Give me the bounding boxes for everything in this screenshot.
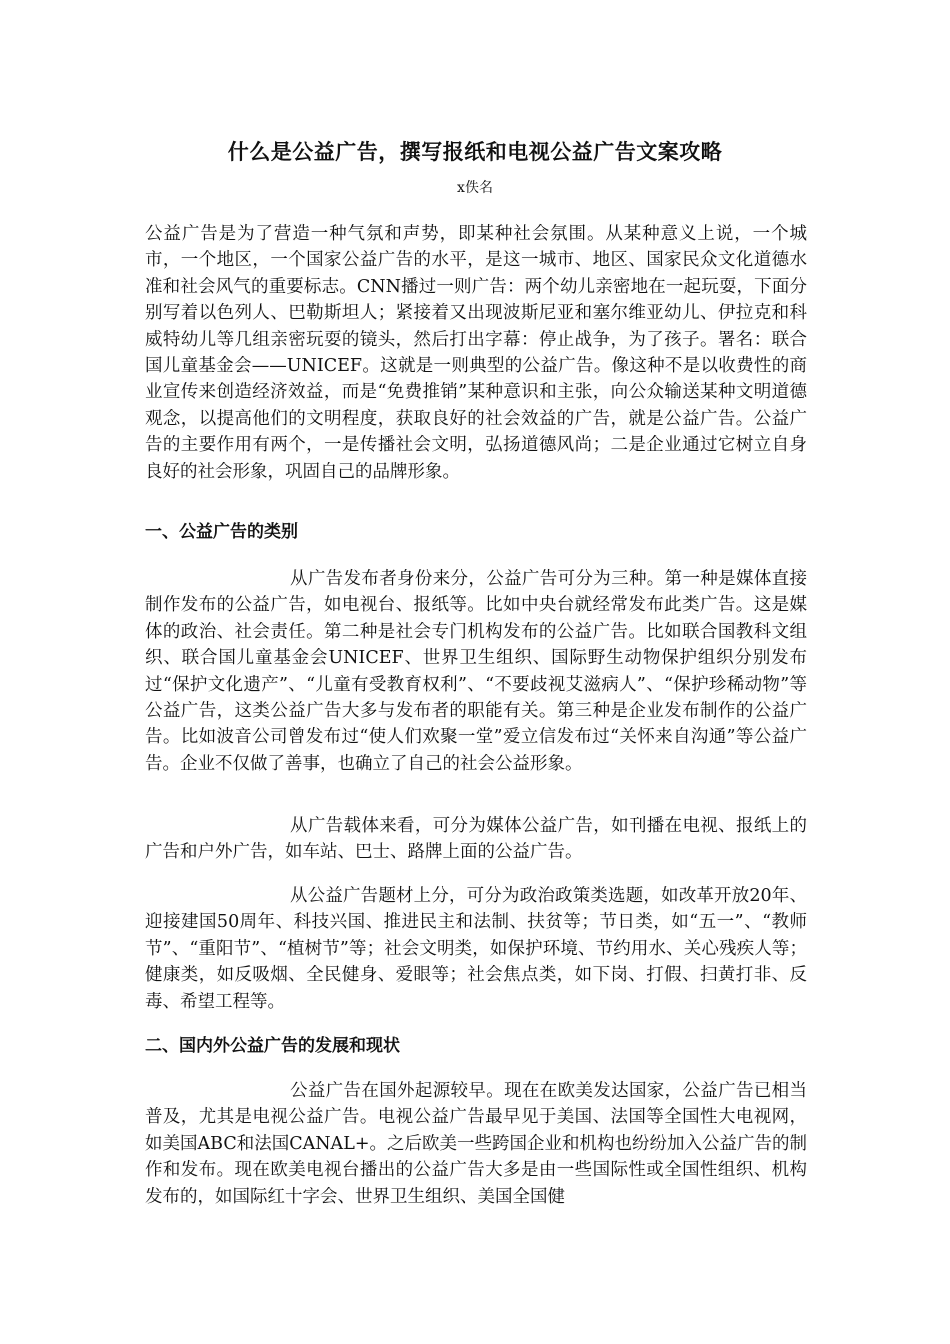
section-2-heading: 二、国内外公益广告的发展和现状 (145, 1036, 400, 1056)
section-1-heading: 一、公益广告的类别 (145, 522, 298, 542)
document-title: 什么是公益广告，撰写报纸和电视公益广告文案攻略 (227, 139, 723, 164)
intro-paragraph: 公益广告是为了营造一种气氛和声势，即某种社会氛围。从某种意义上说，一个城市，一个地区，一个国家公益广告的水平，是这一城市、地区、国家民众文化道德水准和社会风气的重要标志。CNN播过一则广告：两个幼儿亲密地在一起玩耍，下面分别写着以色列人、巴勒斯坦人；紧接着又出现波斯尼亚和塞尔维亚幼儿、伊拉克和科威特幼儿等几组亲密玩耍的镜头，然后打出字幕：停止战争，为了孩子。署名：联合国儿童基金会——UNICEF。这就是一则典型的公益广告。像这种不是以收费性的商业宣传来创造经济效益，而是“免费推销”某种意识和主张，向公众输送某种文明道德观念，以提高他们的文明程度，获取良好的社会效益的广告，就是公益广告。公益广告的主要作用有两个，一是传播社会文明，弘扬道德风尚；二是企业通过它树立自身良好的社会形象，巩固自己的品牌形象。 (145, 224, 807, 482)
section-1-paragraph-2: 从广告载体来看，可分为媒体公益广告，如刊播在电视、报纸上的广告和户外广告，如车站、巴士、路牌上面的公益广告。 (145, 816, 807, 863)
section-1-paragraph-1: 从广告发布者身份来分，公益广告可分为三种。第一种是媒体直接制作发布的公益广告，如电视台、报纸等。比如中央台就经常发布此类广告。这是媒体的政治、社会责任。第二种是社会专门机构发布的公益广告。比如联合国教科文组织、联合国儿童基金会UNICEF、世界卫生组织、国际野生动物保护组织分别发布过“保护文化遗产”、“儿童有受教育权利”、“不要歧视艾滋病人”、“保护珍稀动物”等公益广告，这类公益广告大多与发布者的职能有关。第三种是企业发布制作的公益广告。比如波音公司曾发布过“使人们欢聚一堂”爱立信发布过“关怀来自沟通”等公益广告。企业不仅做了善事，也确立了自己的社会公益形象。 (145, 569, 807, 774)
document-author: x佚名 (457, 180, 493, 196)
section-1-paragraph-3: 从公益广告题材上分，可分为政治政策类选题，如改革开放20年、迎接建国50周年、科技兴国、推进民主和法制、扶贫等；节日类，如“五一”、“教师节”、“重阳节”、“植树节”等；社会文明类，如保护环境、节约用水、关心残疾人等；健康类，如反吸烟、全民健身、爱眼等；社会焦点类，如下岗、打假、扫黄打非、反毒、希望工程等。 (145, 886, 807, 1012)
section-2-paragraph-1: 公益广告在国外起源较早。现在在欧美发达国家，公益广告已相当普及，尤其是电视公益广告。电视公益广告最早见于美国、法国等全国性大电视网，如美国ABC和法国CANAL+。之后欧美一些跨国企业和机构也纷纷加入公益广告的制作和发布。现在欧美电视台播出的公益广告大多是由一些国际性或全国性组织、机构发布的，如国际红十字会、世界卫生组织、美国全国健 (145, 1081, 807, 1207)
